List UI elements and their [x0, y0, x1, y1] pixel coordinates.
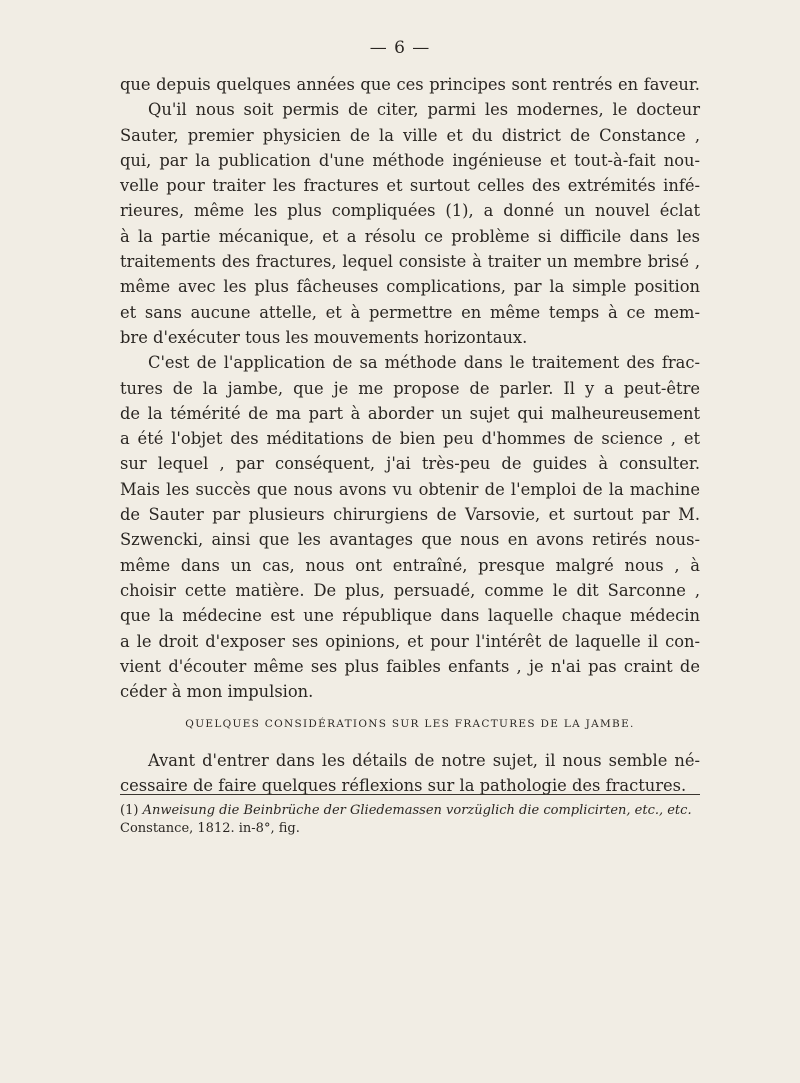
- text-line: bre d'exécuter tous les mouvements horizontaux.: [120, 327, 528, 347]
- text-line: Szwencki, ainsi que les avantages que nous en avons retirés nous-: [120, 530, 700, 550]
- text-line: Avant d'entrer dans les détails de notre sujet, il nous semble né-: [148, 751, 700, 770]
- text-line: tures de la jambe, que je me propose de parler. Il y a peut-être: [120, 378, 700, 398]
- text-line: a le droit d'exposer ses opinions, et pour l'intérêt de laquelle il con-: [120, 631, 700, 651]
- text-line: que la médecine est une république dans laquelle chaque médecin: [120, 606, 700, 626]
- text-line: même avec les plus fâcheuses complications, par la simple position: [120, 277, 700, 297]
- footnote-imprint: Constance, 1812. in-8°, fig.: [120, 821, 300, 836]
- text-line: Mais les succès que nous avons vu obtenir de l'emploi de la machine: [120, 479, 700, 499]
- text-line: et sans aucune attelle, et à permettre en même temps à ce mem-: [120, 302, 700, 322]
- footnote-divider: [120, 794, 700, 795]
- footnote-citation: [120, 802, 700, 820]
- text-line: à la partie mécanique, et a résolu ce problème si difficile dans les: [120, 226, 700, 246]
- text-line: C'est de l'application de sa méthode dans le traitement des frac-: [148, 353, 700, 373]
- page-number: — 6 —: [369, 38, 431, 58]
- text-line: choisir cette matière. De plus, persuadé, comme le dit Sarconne ,: [120, 580, 700, 600]
- body-text: [120, 72, 700, 704]
- text-line: vient d'écouter même ses plus faibles enfants , je n'ai pas craint de: [120, 656, 700, 676]
- text-line: de la témérité de ma part à aborder un sujet qui malheureusement: [120, 403, 700, 423]
- text-line: cessaire de faire quelques réflexions sur la pathologie des fractures.: [120, 776, 687, 796]
- text-line: qui, par la publication d'une méthode ingénieuse et tout-à-fait nou-: [120, 150, 700, 170]
- paragraph-1: [120, 72, 700, 350]
- text-line: velle pour traiter les fractures et surtout celles des extrémités infé-: [120, 176, 700, 196]
- footnote-marker: (1): [120, 803, 139, 818]
- text-line: rieures, même les plus compliquées (1), a donné un nouvel éclat: [120, 201, 700, 221]
- footnote-title: Anweisung die Beinbrüche der Gliedemassen vorzüglich die complicirten, etc., etc.: [142, 803, 692, 818]
- text-line: Qu'il nous soit permis de citer, parmi les modernes, le docteur: [148, 100, 700, 120]
- paragraph-2: [120, 350, 700, 704]
- text-line: même dans un cas, nous ont entraîné, presque malgré nous , à: [120, 555, 700, 575]
- text-line: Sauter, premier physicien de la ville et du district de Constance ,: [120, 125, 700, 145]
- text-line: sur lequel , par conséquent, j'ai très-peu de guides à consulter.: [120, 454, 700, 474]
- text-line: de Sauter par plusieurs chirurgiens de Varsovie, et surtout par M.: [120, 505, 700, 525]
- text-line: traitements des fractures, lequel consiste à traiter un membre brisé ,: [120, 252, 700, 272]
- section-heading: QUELQUES CONSIDÉRATIONS SUR LES FRACTURES DE LA JAMBE.: [185, 718, 635, 730]
- text-line: céder à mon impulsion.: [120, 682, 314, 702]
- paragraph-3: [120, 748, 700, 799]
- footnote: [120, 802, 700, 838]
- text-line: a été l'objet des méditations de bien peu d'hommes de science , et: [120, 429, 700, 449]
- text-line: que depuis quelques années que ces principes sont rentrés en faveur.: [120, 75, 700, 94]
